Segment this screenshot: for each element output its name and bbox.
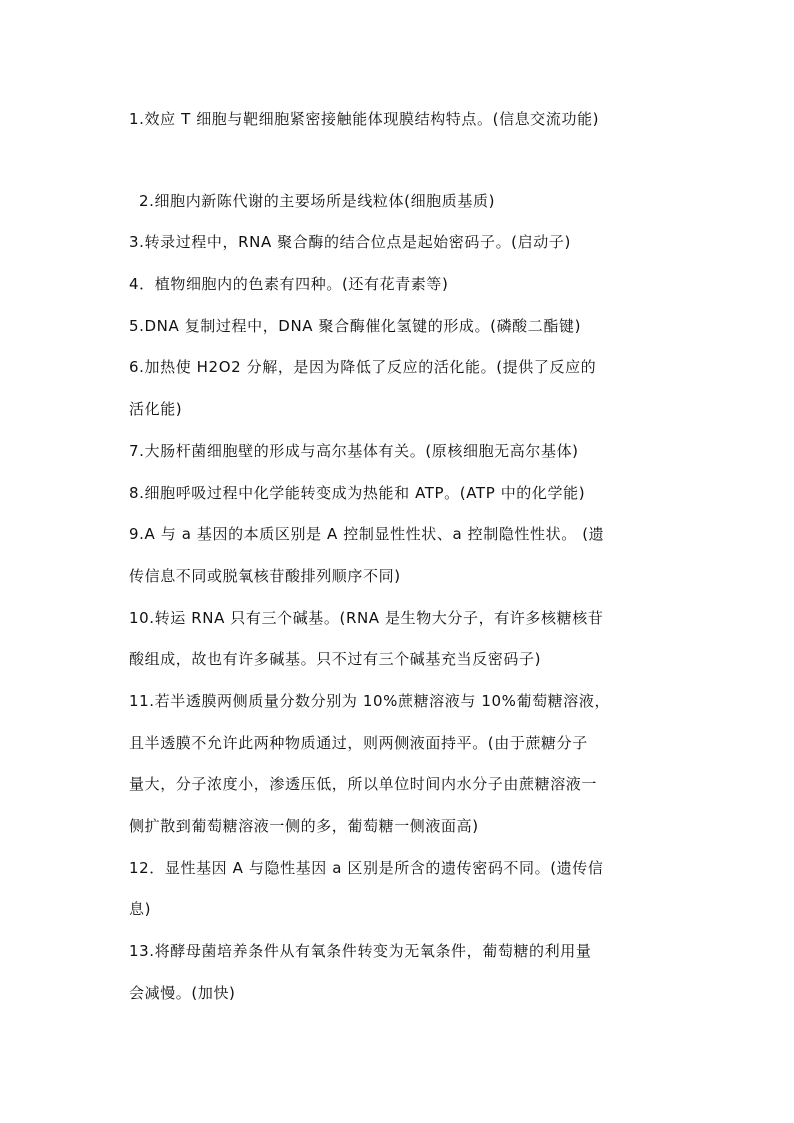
text-line-16: 量大，分子浓度小，渗透压低，所以单位时间内水分子由蔗糖溶液一: [129, 775, 598, 793]
text-line-21: 会减慢。(加快): [129, 984, 236, 1002]
text-line-20: 13.将酵母菌培养条件从有氧条件转变为无氧条件，葡萄糖的利用量: [129, 942, 592, 960]
text-line-2: 2.细胞内新陈代谢的主要场所是线粒体(细胞质基质): [139, 192, 496, 210]
text-line-11: 传信息不同或脱氧核苷酸排列顺序不同): [129, 567, 401, 585]
text-line-9: 8.细胞呼吸过程中化学能转变成为热能和 ATP。(ATP 中的化学能): [129, 484, 586, 502]
text-line-15: 且半透膜不允许此两种物质通过，则两侧液面持平。(由于蔗糖分子: [129, 734, 588, 752]
text-line-3: 3.转录过程中，RNA 聚合酶的结合位点是起始密码子。(启动子): [129, 233, 571, 251]
text-line-13: 酸组成，故也有许多碱基。只不过有三个碱基充当反密码子): [129, 650, 542, 668]
text-line-14: 11.若半透膜两侧质量分数分别为 10%蔗糖溶液与 10%葡萄糖溶液，: [129, 692, 611, 710]
text-line-10: 9.A 与 a 基因的本质区别是 A 控制显性性状、a 控制隐性性状。 (遗: [129, 525, 605, 543]
text-line-1: 1.效应 T 细胞与靶细胞紧密接触能体现膜结构特点。(信息交流功能): [129, 110, 600, 128]
text-line-17: 侧扩散到葡萄糖溶液一侧的多，葡萄糖一侧液面高): [129, 817, 479, 835]
text-line-5: 5.DNA 复制过程中，DNA 聚合酶催化氢键的形成。(磷酸二酯键): [129, 317, 582, 335]
text-line-12: 10.转运 RNA 只有三个碱基。(RNA 是生物大分子，有许多核糖核苷: [129, 609, 604, 627]
text-line-8: 7.大肠杆菌细胞壁的形成与高尔基体有关。(原核细胞无高尔基体): [129, 442, 579, 460]
text-line-4: 4．植物细胞内的色素有四种。(还有花青素等): [129, 275, 449, 293]
text-line-7: 活化能): [129, 400, 183, 418]
text-line-19: 息): [129, 900, 152, 918]
text-line-6: 6.加热使 H2O2 分解，是因为降低了反应的活化能。(提供了反应的: [129, 358, 597, 376]
text-line-18: 12．显性基因 A 与隐性基因 a 区别是所含的遗传密码不同。(遗传信: [129, 859, 604, 877]
